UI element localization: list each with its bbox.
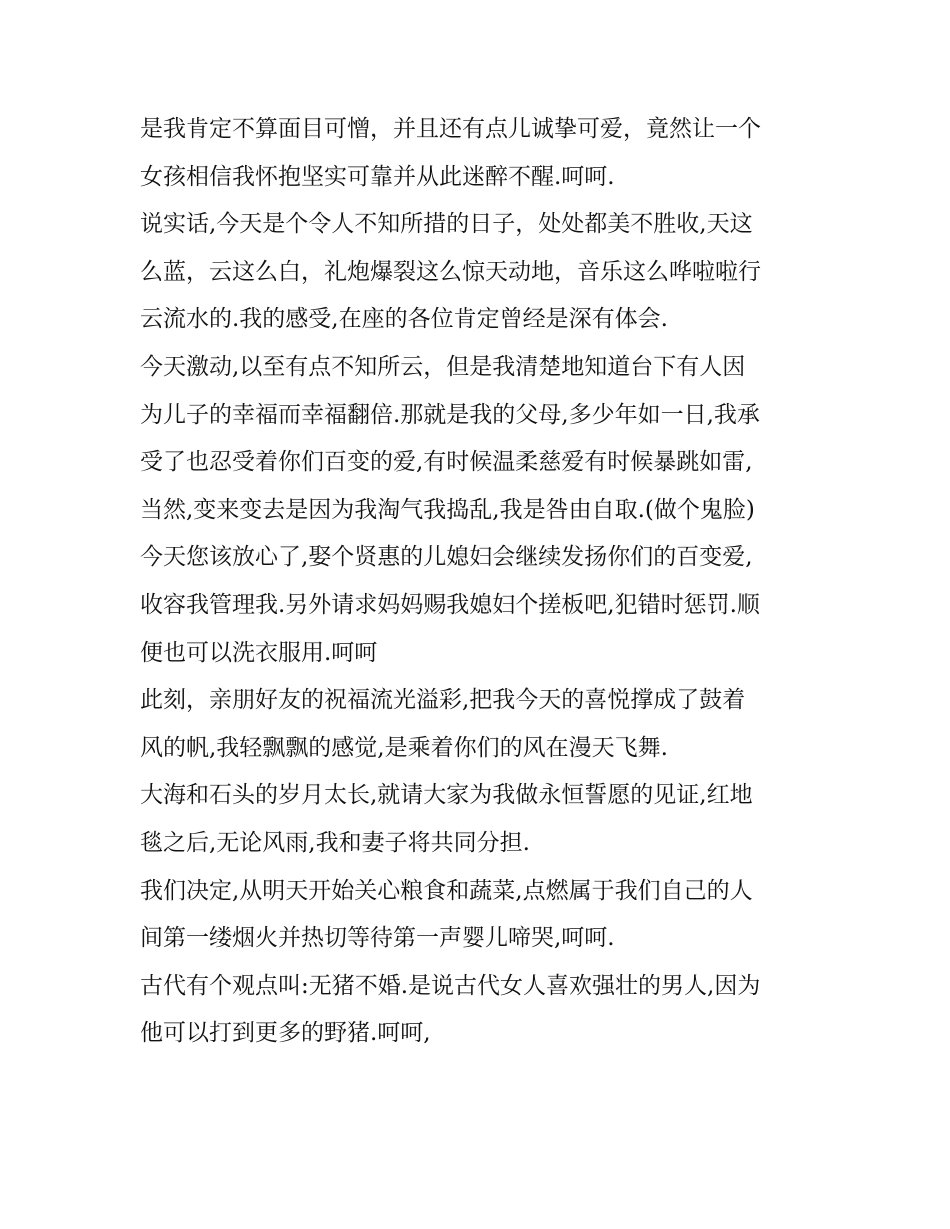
paragraph: 此刻，亲朋好友的祝福流光溢彩,把我今天的喜悦撑成了鼓着 风的帆,我轻飘飘的感觉,是乘着你们的风在漫天飞舞.: [140, 687, 746, 761]
paragraph: 大海和石头的岁月太长,就请大家为我做永恒誓愿的见证,红地 毯之后,无论风雨,我和妻子将共同分担.: [140, 782, 753, 856]
paragraph: 说实话,今天是个令人不知所措的日子，处处都美不胜收,天这 么蓝，云这么白，礼炮爆裂这么惊天动地，音乐这么哗啦啦行 云流水的.我的感受,在座的各位肯定曾经是深有体会.: [140, 211, 761, 333]
paragraph: 我们决定,从明天开始关心粮食和蔬菜,点燃属于我们自己的人 间第一缕烟火并热切等待第一声婴儿啼哭,呵呵.: [140, 877, 753, 952]
document-body: [140, 106, 820, 1058]
paragraph: 是我肯定不算面目可憎，并且还有点儿诚挚可爱，竟然让一个 女孩相信我怀抱坚实可靠并从此迷醉不醒.呵呵.: [140, 116, 761, 190]
paragraph: 今天激动,以至有点不知所云，但是我清楚地知道台下有人因 为儿子的幸福而幸福翻倍.那就是我的父母,多少年如一日,我承 受了也忍受着你们百变的爱,有时候温柔慈爱有时候暴跳如雷, 当然,变来变去是因为我淘气我捣乱,我是咎由自取.(做个鬼脸) 今天您该放心了,娶个贤惠的儿媳妇会继续发扬你们的百变爱, 收容我管理我.另外请求妈妈赐我媳妇个搓板吧,犯错时惩罚.顺 便也可以洗衣服用.呵呵: [140, 353, 760, 666]
paragraph: 古代有个观点叫:无猪不婚.是说古代女人喜欢强壮的男人,因为 他可以打到更多的野猪.呵呵,: [140, 972, 761, 1047]
